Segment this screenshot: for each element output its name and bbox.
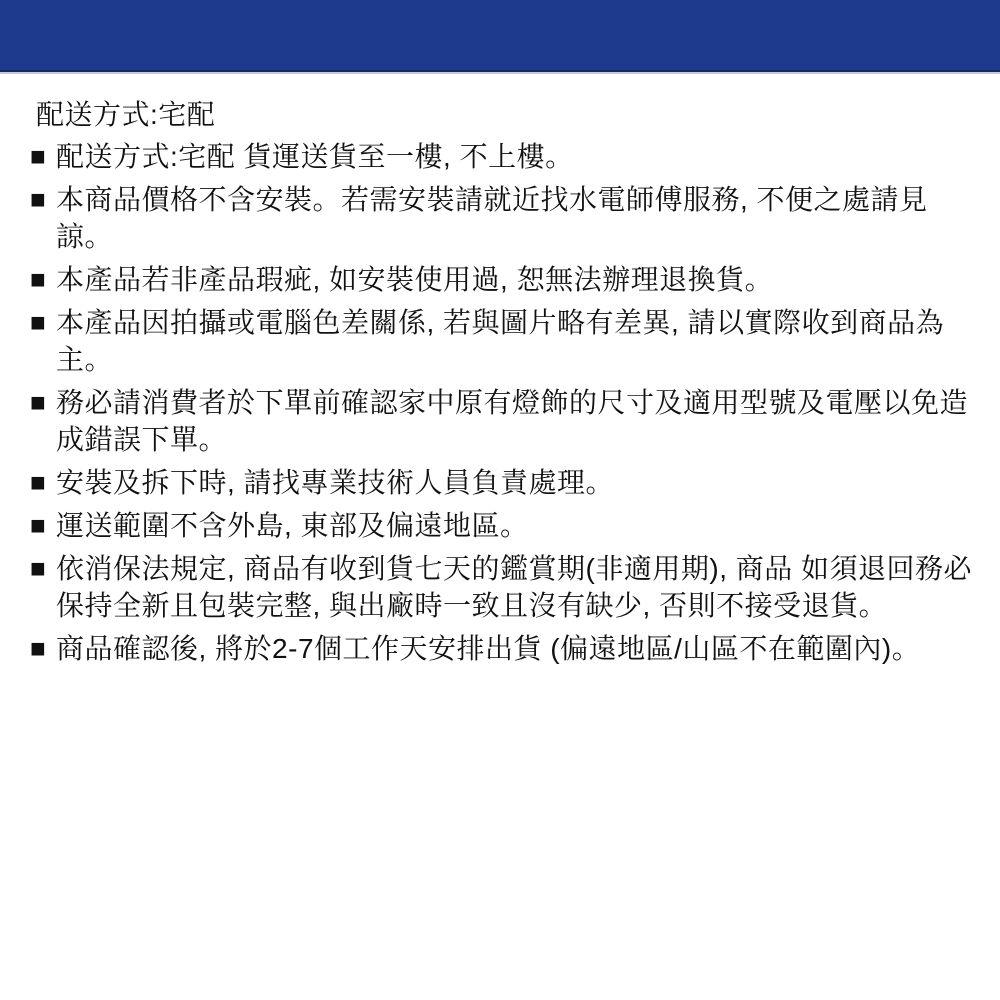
list-item: [0, 181, 1000, 255]
list-item-text: 本產品若非產品瑕疵, 如安裝使用過, 恕無法辦理退換貨。: [56, 264, 774, 295]
page-title: 配送方式:宅配: [36, 99, 216, 130]
bullet-square-icon: ■: [30, 184, 47, 214]
list-item-text: 商品確認後, 將於2-7個工作天安排出貨 (偏遠地區/山區不在範圍內)。: [56, 633, 921, 664]
list-item: [0, 464, 1000, 501]
list-item: [0, 261, 1000, 298]
shipping-terms-section: [0, 72, 1000, 667]
list-item: [0, 550, 1000, 624]
list-item-text: 務必請消費者於下單前確認家中原有燈飾的尺寸及適用型號及電壓以免造成錯誤下單。: [56, 387, 969, 455]
list-item-text: 配送方式:宅配 貨運送貨至一樓, 不上樓。: [56, 141, 574, 172]
bullet-square-icon: ■: [30, 510, 47, 540]
list-item: [0, 384, 1000, 458]
list-item-text: 安裝及拆下時, 請找專業技術人員負責處理。: [56, 467, 615, 498]
list-item: [0, 630, 1000, 667]
header-banner: [0, 0, 1000, 72]
list-item-text: 運送範圍不含外島, 東部及偏遠地區。: [56, 510, 529, 541]
list-item-text: 本商品價格不含安裝。若需安裝請就近找水電師傅服務, 不便之處請見諒。: [56, 184, 928, 252]
bullet-square-icon: ■: [30, 264, 47, 294]
list-item-text: 依消保法規定, 商品有收到貨七天的鑑賞期(非適用期), 商品 如須退回務必保持全新且包裝完整, 與出廠時一致且沒有缺少, 否則不接受退貨。: [56, 553, 973, 621]
bullet-square-icon: ■: [30, 141, 47, 171]
bullet-square-icon: ■: [30, 467, 47, 497]
list-item: [0, 507, 1000, 544]
bullet-square-icon: ■: [30, 633, 47, 663]
list-item-text: 本產品因拍攝或電腦色差關係, 若與圖片略有差異, 請以實際收到商品為主。: [56, 307, 945, 375]
bullet-square-icon: ■: [30, 553, 47, 583]
terms-list: [0, 138, 1000, 667]
bullet-square-icon: ■: [30, 307, 47, 337]
list-item: [0, 138, 1000, 175]
list-item: [0, 304, 1000, 378]
bullet-square-icon: ■: [30, 387, 47, 417]
